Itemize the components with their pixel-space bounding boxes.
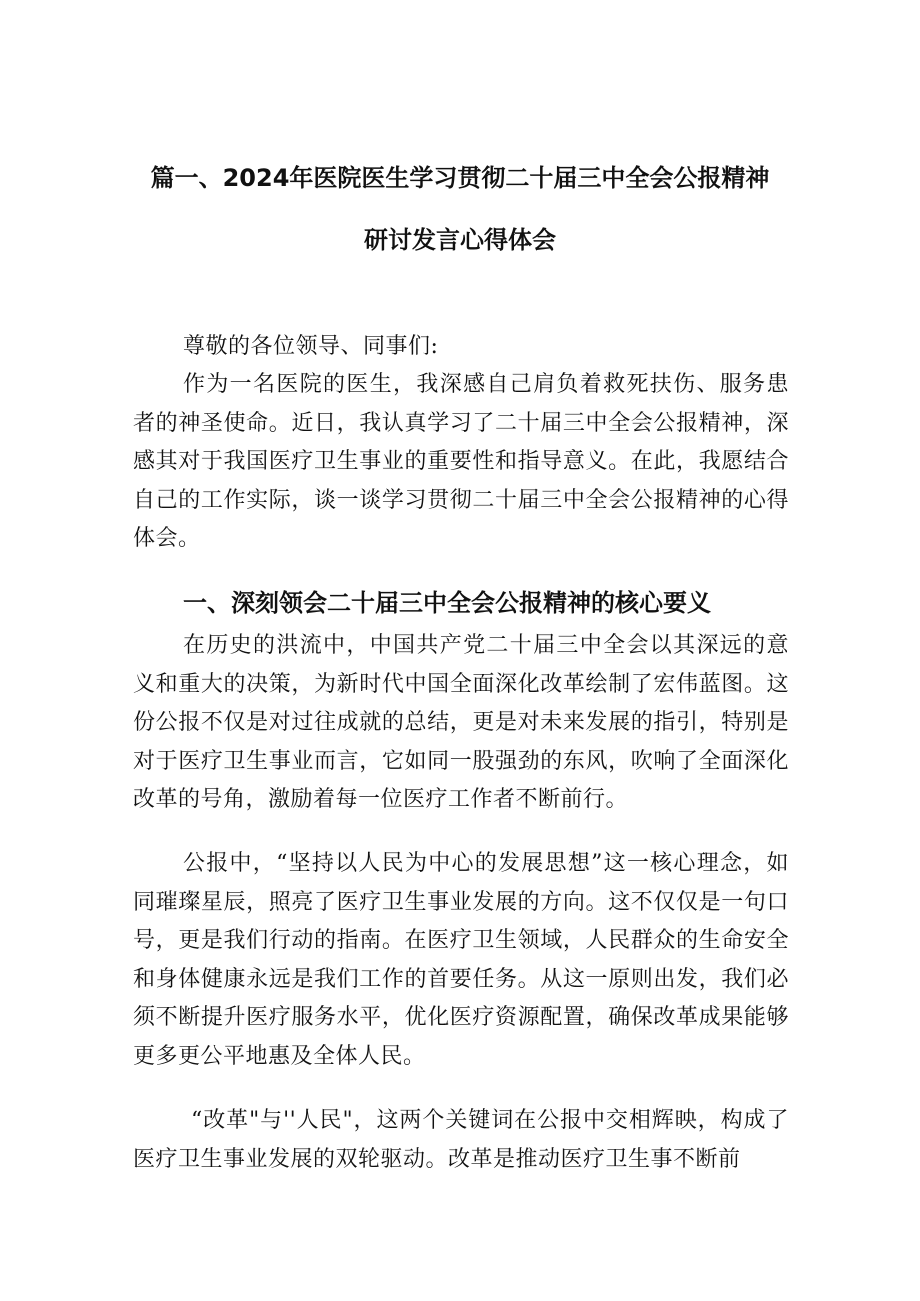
body-paragraph-3: “改革"与''人民"，这两个关键词在公报中交相辉映，构成了医疗卫生事业发展的双轮驱动。改革是推动医疗卫生事不断前 (133, 1108, 789, 1172)
body-paragraph-2: 公报中，“坚持以人民为中心的发展思想”这一核心理念，如同璀璨星辰，照亮了医疗卫生事业发展的方向。这不仅仅是一句口号，更是我们行动的指南。在医疗卫生领域，人民群众的生命安全和身体健康永远是我们工作的首要任务。从这一原则出发，我们必须不断提升医疗服务水平，优化医疗资源配置，确保改革成果能够更多更公平地惠及全体人民。 (133, 851, 789, 1069)
document-title-line-2: 研讨发言心得体会 (364, 226, 556, 254)
salutation: 尊敬的各位领导、同事们: (183, 334, 439, 359)
body-paragraph-1: 在历史的洪流中，中国共产党二十届三中全会以其深远的意义和重大的决策，为新时代中国全面深化改革绘制了宏伟蓝图。这份公报不仅是对过往成就的总结，更是对未来发展的指引，特别是对于医疗卫生事业而言，它如同一股强劲的东风，吹响了全面深化改革的号角，激励着每一位医疗工作者不断前行。 (133, 633, 789, 812)
document-title-line-1: 篇一、2024年医院医生学习贯彻二十届三中全会公报精神 (150, 164, 770, 192)
intro-paragraph: 作为一名医院的医生，我深感自己肩负着救死扶伤、服务患者的神圣使命。近日，我认真学习了二十届三中全会公报精神，深感其对于我国医疗卫生事业的重要性和指导意义。在此，我愿结合自己的工作实际，谈一谈学习贯彻二十届三中全会公报精神的心得体会。 (133, 372, 789, 551)
section-heading-1: 一、深刻领会二十届三中全会公报精神的核心要义 (183, 589, 711, 617)
